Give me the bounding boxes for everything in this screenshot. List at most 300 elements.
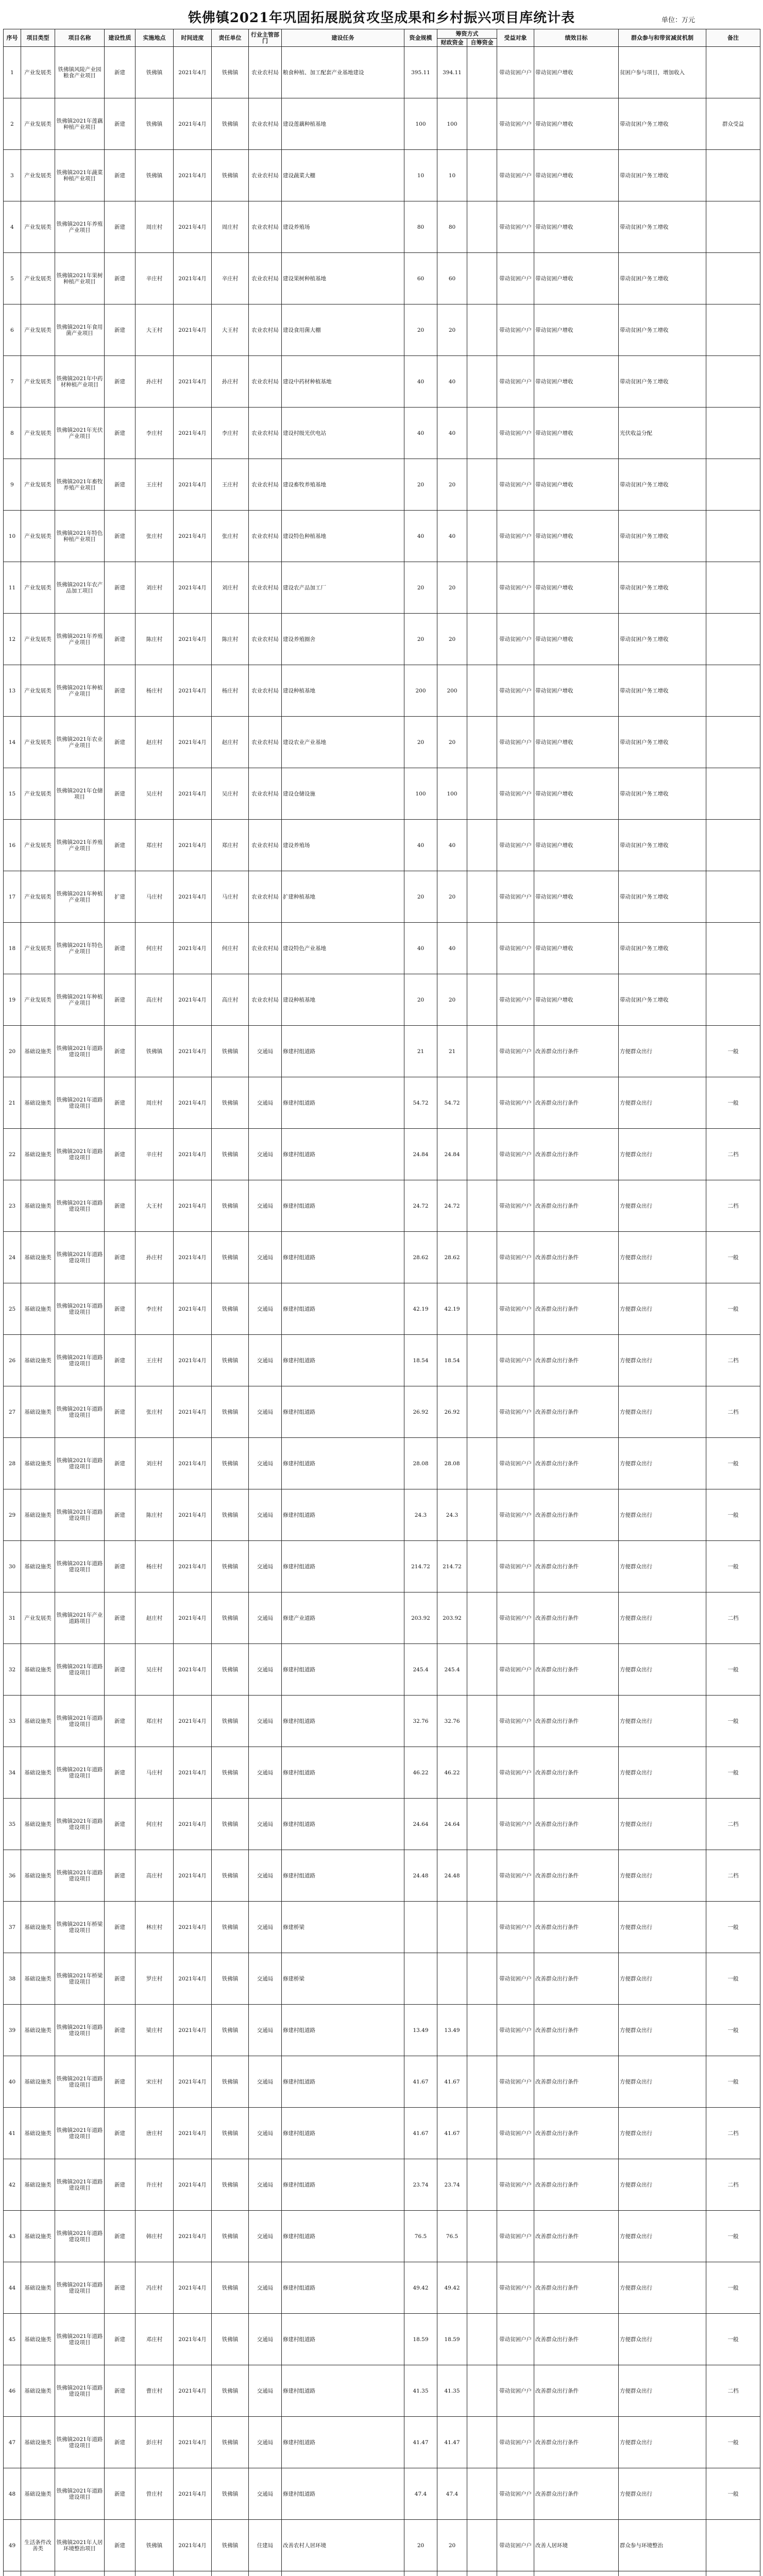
- cell-link: 方便群众出行: [619, 1902, 706, 1953]
- cell-nature: [105, 2571, 135, 2576]
- cell-owner: 铁佛镇: [212, 2314, 249, 2365]
- cell-content: 修建村组道路: [282, 1077, 404, 1129]
- cell-selfraised: [467, 1850, 497, 1902]
- cell-seq: 12: [4, 614, 21, 665]
- cell-owner: 铁佛镇: [212, 98, 249, 150]
- table-row: [4, 253, 760, 304]
- cell-goal: 改善群众出行条件: [534, 1747, 619, 1799]
- cell-fiscal: 24.48: [437, 1850, 467, 1902]
- cell-category: 基础设施类: [21, 1232, 55, 1283]
- cell-note: 二档: [706, 1335, 760, 1386]
- cell-scale: 41.67: [404, 2108, 437, 2159]
- cell-time: 2021年4月: [174, 459, 212, 511]
- cell-dept: 交通局: [249, 1283, 282, 1335]
- cell-owner: 铁佛镇: [212, 2468, 249, 2520]
- cell-owner: 铁佛镇: [212, 1026, 249, 1077]
- cell-fiscal: 20: [437, 562, 467, 614]
- cell-scale: 203.92: [404, 1592, 437, 1644]
- header-target: 受益对象: [497, 29, 534, 47]
- cell-time: 2021年4月: [174, 253, 212, 304]
- cell-seq: 37: [4, 1902, 21, 1953]
- cell-selfraised: [467, 1386, 497, 1438]
- header-fiscal: 财政资金: [437, 39, 467, 47]
- cell-target: 带动贫困户户: [497, 1644, 534, 1696]
- cell-location: 李庄村: [135, 1283, 174, 1335]
- cell-goal: 改善群众出行条件: [534, 2314, 619, 2365]
- cell-note: [706, 304, 760, 356]
- cell-selfraised: [467, 1644, 497, 1696]
- cell-name: 铁佛镇2021年道路建设项目: [55, 1386, 105, 1438]
- cell-selfraised: [467, 2159, 497, 2211]
- cell-selfraised: [467, 1232, 497, 1283]
- cell-note: [706, 562, 760, 614]
- cell-selfraised: [467, 2417, 497, 2468]
- table-row: [4, 974, 760, 1026]
- cell-location: 赵庄村: [135, 717, 174, 768]
- cell-seq: 16: [4, 820, 21, 871]
- cell-owner: 铁佛镇: [212, 1386, 249, 1438]
- cell-location: 何庄村: [135, 923, 174, 974]
- cell-time: 2021年4月: [174, 2262, 212, 2314]
- cell-nature: 新建: [105, 923, 135, 974]
- cell-content: 建设养殖场: [282, 820, 404, 871]
- cell-owner: 铁佛镇: [212, 2211, 249, 2262]
- cell-category: 基础设施类: [21, 1489, 55, 1541]
- cell-link: 带动贫困户务工增收: [619, 511, 706, 562]
- cell-category: 基础设施类: [21, 2005, 55, 2056]
- cell-nature: 新建: [105, 2314, 135, 2365]
- cell-name: 铁佛镇2021年道路建设项目: [55, 2056, 105, 2108]
- cell-name: 铁佛镇2021年道路建设项目: [55, 1335, 105, 1386]
- cell-owner: 铁佛镇: [212, 2520, 249, 2571]
- cell-time: 2021年4月: [174, 665, 212, 717]
- cell-goal: 带动贫困户增收: [534, 253, 619, 304]
- cell-link: 方便群众出行: [619, 2365, 706, 2417]
- cell-category: 基础设施类: [21, 2314, 55, 2365]
- cell-fiscal: 24.84: [437, 1129, 467, 1180]
- cell-content: 修建村组道路: [282, 1335, 404, 1386]
- table-row: [4, 1953, 760, 2005]
- cell-location: 吴庄村: [135, 768, 174, 820]
- cell-location: 铁佛镇: [135, 150, 174, 201]
- cell-goal: 改善群众出行条件: [534, 1489, 619, 1541]
- cell-location: 曹庄村: [135, 2365, 174, 2417]
- cell-time: 2021年4月: [174, 871, 212, 923]
- cell-dept: 农业农村局: [249, 304, 282, 356]
- cell-target: 带动贫困户户: [497, 1799, 534, 1850]
- cell-target: 带动贫困户户: [497, 1902, 534, 1953]
- cell-seq: 29: [4, 1489, 21, 1541]
- cell-goal: 改善群众出行条件: [534, 2159, 619, 2211]
- cell-target: 带动贫困户户: [497, 1953, 534, 2005]
- table-row: [4, 356, 760, 408]
- cell-category: 基础设施类: [21, 1644, 55, 1696]
- cell-content: 修建村组道路: [282, 2211, 404, 2262]
- cell-nature: 新建: [105, 1386, 135, 1438]
- cell-goal: 改善群众出行条件: [534, 1438, 619, 1489]
- cell-seq: 14: [4, 717, 21, 768]
- cell-owner: 铁佛镇: [212, 1489, 249, 1541]
- table-row: [4, 1902, 760, 1953]
- cell-category: 基础设施类: [21, 1180, 55, 1232]
- cell-note: 群众受益: [706, 98, 760, 150]
- cell-seq: 10: [4, 511, 21, 562]
- cell-selfraised: [467, 768, 497, 820]
- cell-fiscal: [437, 2571, 467, 2576]
- cell-goal: 带动贫困户增收: [534, 511, 619, 562]
- cell-owner: 郑庄村: [212, 820, 249, 871]
- cell-category: 基础设施类: [21, 1799, 55, 1850]
- cell-owner: 铁佛镇: [212, 1953, 249, 2005]
- cell-name: 铁佛镇2021年桥梁建设项目: [55, 1953, 105, 2005]
- cell-category: 基础设施类: [21, 1953, 55, 2005]
- table-row: [4, 665, 760, 717]
- cell-name: 铁佛镇2021年道路建设项目: [55, 2468, 105, 2520]
- cell-seq: 21: [4, 1077, 21, 1129]
- header-content: 建设任务: [282, 29, 404, 47]
- cell-owner: 铁佛镇: [212, 2159, 249, 2211]
- cell-link: 带动贫困户务工增收: [619, 150, 706, 201]
- cell-location: 孙庄村: [135, 1232, 174, 1283]
- cell-content: 修建村组道路: [282, 1283, 404, 1335]
- cell-scale: 200: [404, 665, 437, 717]
- cell-selfraised: [467, 562, 497, 614]
- cell-name: 铁佛镇2021年畜牧养殖产业项目: [55, 459, 105, 511]
- cell-seq: 9: [4, 459, 21, 511]
- cell-dept: 交通局: [249, 1902, 282, 1953]
- cell-link: 方便群众出行: [619, 1335, 706, 1386]
- cell-name: 铁佛镇2021年道路建设项目: [55, 1644, 105, 1696]
- cell-goal: 带动贫困户增收: [534, 304, 619, 356]
- cell-nature: 新建: [105, 974, 135, 1026]
- cell-category: 产业发展类: [21, 562, 55, 614]
- cell-target: 带动贫困户户: [497, 408, 534, 459]
- cell-note: 一般: [706, 2262, 760, 2314]
- table-row: [4, 2159, 760, 2211]
- cell-link: 方便群众出行: [619, 1129, 706, 1180]
- cell-note: [706, 2520, 760, 2571]
- cell-fiscal: 28.62: [437, 1232, 467, 1283]
- cell-goal: 带动贫困户增收: [534, 459, 619, 511]
- cell-link: 方便群众出行: [619, 1541, 706, 1592]
- table-row: [4, 2417, 760, 2468]
- cell-dept: 交通局: [249, 2005, 282, 2056]
- cell-owner: 铁佛镇: [212, 1077, 249, 1129]
- cell-category: 产业发展类: [21, 665, 55, 717]
- table-row: [4, 2468, 760, 2520]
- cell-time: 2021年4月: [174, 2520, 212, 2571]
- cell-scale: 24.72: [404, 1180, 437, 1232]
- cell-target: 带动贫困户户: [497, 974, 534, 1026]
- cell-name: 铁佛镇2021年道路建设项目: [55, 2108, 105, 2159]
- cell-content: 修建村组道路: [282, 1850, 404, 1902]
- cell-selfraised: [467, 1438, 497, 1489]
- cell-nature: 新建: [105, 1644, 135, 1696]
- cell-link: 方便群众出行: [619, 2262, 706, 2314]
- cell-dept: 交通局: [249, 1129, 282, 1180]
- cell-dept: 农业农村局: [249, 511, 282, 562]
- cell-target: 带动贫困户户: [497, 2056, 534, 2108]
- cell-category: 基础设施类: [21, 2159, 55, 2211]
- cell-nature: 新建: [105, 304, 135, 356]
- cell-location: 高庄村: [135, 1850, 174, 1902]
- cell-scale: 214.72: [404, 1541, 437, 1592]
- cell-time: 2021年4月: [174, 2314, 212, 2365]
- cell-owner: 铁佛镇: [212, 2005, 249, 2056]
- cell-note: [706, 47, 760, 98]
- cell-note: 一般: [706, 1489, 760, 1541]
- table-row: [4, 1489, 760, 1541]
- cell-name: 铁佛镇2021年中药材种植产业项目: [55, 356, 105, 408]
- header-nature: 建设性质: [105, 29, 135, 47]
- cell-owner: 王庄村: [212, 459, 249, 511]
- cell-note: [706, 614, 760, 665]
- cell-category: 基础设施类: [21, 2211, 55, 2262]
- table-row: [4, 820, 760, 871]
- cell-link: 带动贫困户务工增收: [619, 871, 706, 923]
- cell-target: 带动贫困户户: [497, 923, 534, 974]
- cell-seq: 19: [4, 974, 21, 1026]
- cell-nature: 新建: [105, 2108, 135, 2159]
- cell-fiscal: [437, 1953, 467, 2005]
- table-body: [4, 47, 760, 2576]
- cell-goal: 带动贫困户增收: [534, 717, 619, 768]
- cell-note: [706, 768, 760, 820]
- cell-target: 带动贫困户户: [497, 304, 534, 356]
- cell-content: 修建村组道路: [282, 1438, 404, 1489]
- cell-goal: 改善群众出行条件: [534, 1283, 619, 1335]
- cell-link: 方便群众出行: [619, 1386, 706, 1438]
- cell-content: 修建村组道路: [282, 2056, 404, 2108]
- cell-category: 基础设施类: [21, 2365, 55, 2417]
- cell-nature: 新建: [105, 1696, 135, 1747]
- header-time: 时间进度: [174, 29, 212, 47]
- cell-link: 带动贫困户务工增收: [619, 98, 706, 150]
- cell-seq: 42: [4, 2159, 21, 2211]
- cell-fiscal: 28.08: [437, 1438, 467, 1489]
- cell-fiscal: 18.59: [437, 2314, 467, 2365]
- cell-link: 方便群众出行: [619, 2417, 706, 2468]
- cell-fiscal: 13.49: [437, 2005, 467, 2056]
- cell-seq: 35: [4, 1799, 21, 1850]
- cell-content: 修建村组道路: [282, 1026, 404, 1077]
- cell-content: 建设种植基地: [282, 974, 404, 1026]
- cell-seq: 3: [4, 150, 21, 201]
- cell-owner: 刘庄村: [212, 562, 249, 614]
- cell-dept: 农业农村局: [249, 614, 282, 665]
- cell-dept: 交通局: [249, 1438, 282, 1489]
- cell-target: 带动贫困户户: [497, 1747, 534, 1799]
- cell-goal: 带动贫困户增收: [534, 614, 619, 665]
- cell-scale: 20: [404, 974, 437, 1026]
- cell-location: 赵庄村: [135, 1592, 174, 1644]
- cell-seq: 2: [4, 98, 21, 150]
- cell-dept: 农业农村局: [249, 356, 282, 408]
- cell-link: 带动贫困户务工增收: [619, 356, 706, 408]
- cell-owner: 铁佛镇: [212, 1850, 249, 1902]
- cell-name: 铁佛镇2021年道路建设项目: [55, 1489, 105, 1541]
- cell-category: 产业发展类: [21, 511, 55, 562]
- cell-owner: 铁佛镇: [212, 1180, 249, 1232]
- cell-nature: 新建: [105, 820, 135, 871]
- cell-link: 方便群众出行: [619, 1747, 706, 1799]
- header-note: 备注: [706, 29, 760, 47]
- cell-dept: 交通局: [249, 1335, 282, 1386]
- cell-content: 修建村组道路: [282, 1489, 404, 1541]
- cell-nature: 新建: [105, 253, 135, 304]
- cell-target: 带动贫困户户: [497, 2468, 534, 2520]
- cell-goal: 带动贫困户增收: [534, 871, 619, 923]
- cell-nature: 新建: [105, 2056, 135, 2108]
- cell-nature: 新建: [105, 665, 135, 717]
- cell-scale: 80: [404, 201, 437, 253]
- cell-owner: 铁佛镇: [212, 1902, 249, 1953]
- cell-target: 带动贫困户户: [497, 1386, 534, 1438]
- cell-note: 二档: [706, 1386, 760, 1438]
- cell-note: [706, 459, 760, 511]
- cell-time: 2021年4月: [174, 2468, 212, 2520]
- cell-goal: 改善群众出行条件: [534, 1592, 619, 1644]
- cell-location: 辛庄村: [135, 253, 174, 304]
- cell-content: 建设果树种植基地: [282, 253, 404, 304]
- cell-time: 2021年4月: [174, 923, 212, 974]
- cell-link: 群众参与环境整治: [619, 2520, 706, 2571]
- table-row: [4, 1129, 760, 1180]
- cell-time: 2021年4月: [174, 2211, 212, 2262]
- cell-goal: 改善群众出行条件: [534, 2417, 619, 2468]
- cell-dept: [249, 2571, 282, 2576]
- cell-link: 方便群众出行: [619, 2056, 706, 2108]
- cell-content: 建设中药材种植基地: [282, 356, 404, 408]
- cell-target: 带动贫困户户: [497, 1232, 534, 1283]
- cell-target: 带动贫困户户: [497, 1335, 534, 1386]
- cell-link: 方便群众出行: [619, 1592, 706, 1644]
- cell-selfraised: [467, 2314, 497, 2365]
- cell-note: 二档: [706, 2159, 760, 2211]
- cell-time: 2021年4月: [174, 511, 212, 562]
- cell-note: 一般: [706, 1232, 760, 1283]
- cell-time: 2021年4月: [174, 1232, 212, 1283]
- cell-selfraised: [467, 2520, 497, 2571]
- cell-target: 带动贫困户户: [497, 1077, 534, 1129]
- cell-content: 修建村组道路: [282, 1180, 404, 1232]
- cell-goal: 带动贫困户增收: [534, 201, 619, 253]
- header-name: 项目名称: [55, 29, 105, 47]
- cell-scale: [404, 1902, 437, 1953]
- cell-goal: 带动贫困户增收: [534, 98, 619, 150]
- cell-seq: 34: [4, 1747, 21, 1799]
- cell-owner: 辛庄村: [212, 253, 249, 304]
- cell-target: 带动贫困户户: [497, 871, 534, 923]
- cell-category: 产业发展类: [21, 923, 55, 974]
- cell-time: 2021年4月: [174, 614, 212, 665]
- cell-note: 一般: [706, 1747, 760, 1799]
- cell-link: 带动贫困户务工增收: [619, 820, 706, 871]
- cell-scale: 41.67: [404, 2056, 437, 2108]
- cell-owner: 张庄村: [212, 511, 249, 562]
- table-row: [4, 2056, 760, 2108]
- cell-seq: 38: [4, 1953, 21, 2005]
- cell-seq: 30: [4, 1541, 21, 1592]
- cell-scale: 24.48: [404, 1850, 437, 1902]
- cell-time: [174, 2571, 212, 2576]
- cell-name: 铁佛镇2021年种植产业项目: [55, 974, 105, 1026]
- cell-dept: 交通局: [249, 2365, 282, 2417]
- cell-location: 唐庄村: [135, 2108, 174, 2159]
- cell-name: 铁佛镇2021年道路建设项目: [55, 2159, 105, 2211]
- cell-name: 铁佛镇2021年道路建设项目: [55, 1129, 105, 1180]
- cell-target: 带动贫困户户: [497, 614, 534, 665]
- cell-nature: 扩建: [105, 871, 135, 923]
- cell-owner: 何庄村: [212, 923, 249, 974]
- cell-selfraised: [467, 459, 497, 511]
- cell-owner: 铁佛镇: [212, 1283, 249, 1335]
- cell-dept: 交通局: [249, 1232, 282, 1283]
- cell-link: 方便群众出行: [619, 1283, 706, 1335]
- cell-goal: 改善群众出行条件: [534, 1335, 619, 1386]
- cell-time: 2021年4月: [174, 1180, 212, 1232]
- cell-owner: 李庄村: [212, 408, 249, 459]
- cell-time: 2021年4月: [174, 1902, 212, 1953]
- cell-target: 带动贫困户户: [497, 2211, 534, 2262]
- cell-link: 方便群众出行: [619, 2005, 706, 2056]
- cell-note: 一般: [706, 2056, 760, 2108]
- cell-name: 铁佛镇2021年道路建设项目: [55, 2262, 105, 2314]
- cell-category: 产业发展类: [21, 201, 55, 253]
- cell-nature: 新建: [105, 408, 135, 459]
- cell-selfraised: [467, 2211, 497, 2262]
- cell-target: 带动贫困户户: [497, 2417, 534, 2468]
- cell-location: 吴庄村: [135, 1644, 174, 1696]
- cell-category: 基础设施类: [21, 1696, 55, 1747]
- cell-dept: 交通局: [249, 2159, 282, 2211]
- cell-link: 方便群众出行: [619, 1026, 706, 1077]
- cell-note: 一般: [706, 1026, 760, 1077]
- cell-fiscal: 40: [437, 820, 467, 871]
- cell-link: 方便群众出行: [619, 1232, 706, 1283]
- cell-name: 铁佛镇2021年种植产业项目: [55, 665, 105, 717]
- cell-location: 张庄村: [135, 1386, 174, 1438]
- cell-link: 带动贫困户务工增收: [619, 717, 706, 768]
- table-row: [4, 1696, 760, 1747]
- cell-category: 基础设施类: [21, 2108, 55, 2159]
- cell-nature: 新建: [105, 2005, 135, 2056]
- cell-owner: 铁佛镇: [212, 47, 249, 98]
- cell-content: 建设特色产业基地: [282, 923, 404, 974]
- table-row: [4, 1283, 760, 1335]
- cell-seq: 6: [4, 304, 21, 356]
- cell-content: 修建村组道路: [282, 2468, 404, 2520]
- cell-location: 铁佛镇: [135, 47, 174, 98]
- cell-note: [706, 511, 760, 562]
- cell-location: [135, 2571, 174, 2576]
- cell-link: [619, 2571, 706, 2576]
- cell-selfraised: [467, 2468, 497, 2520]
- cell-seq: 47: [4, 2417, 21, 2468]
- cell-time: 2021年4月: [174, 1489, 212, 1541]
- cell-seq: 25: [4, 1283, 21, 1335]
- table-row: [4, 1386, 760, 1438]
- cell-dept: 农业农村局: [249, 150, 282, 201]
- table-row: [4, 1180, 760, 1232]
- header-category: 项目类型: [21, 29, 55, 47]
- cell-fiscal: 80: [437, 201, 467, 253]
- cell-content: 建设农业产业基地: [282, 717, 404, 768]
- cell-fiscal: 100: [437, 768, 467, 820]
- cell-goal: 带动贫困户增收: [534, 974, 619, 1026]
- cell-seq: 24: [4, 1232, 21, 1283]
- cell-location: 宋庄村: [135, 2056, 174, 2108]
